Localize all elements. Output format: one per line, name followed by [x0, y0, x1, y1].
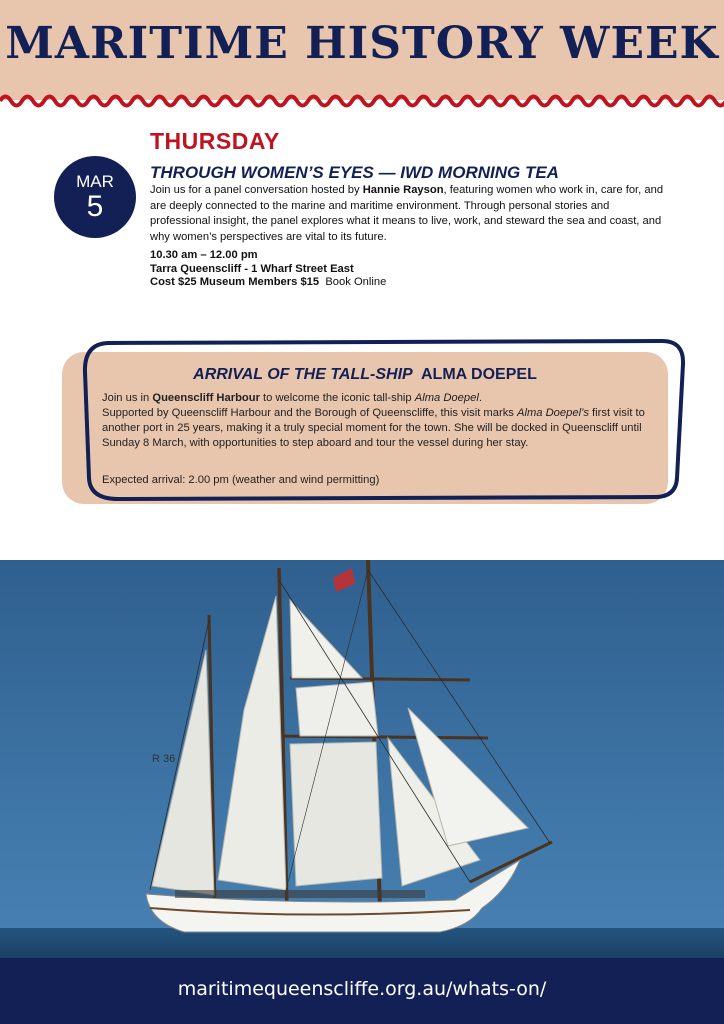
feature-ship-name: ALMA DOEPEL	[420, 366, 537, 383]
date-month: MAR	[76, 172, 114, 191]
event-cost: Cost $25 Museum Members $15	[150, 276, 320, 288]
event-title: THROUGH WOMEN’S EYES — IWD MORNING TEA	[150, 163, 559, 182]
feature-description	[102, 391, 662, 451]
event-time: 10.30 am – 12.00 pm	[150, 249, 258, 261]
page-title: MARITIME HISTORY WEEK	[5, 18, 719, 69]
feature-text: Join us in	[102, 392, 153, 404]
book-online-link[interactable]: Book Online	[325, 276, 387, 288]
date-day: 5	[86, 190, 104, 223]
feature-text: to welcome the iconic tall-ship	[259, 392, 415, 404]
feature-title	[70, 366, 660, 384]
event-desc-text-end: , featuring women who work in, care for, and are deeply connected to the marine and maritime environment. Through personal stories and professional insight, the panel explores what it means to live, work, and steward the sea and coast, and why women’s perspectives are vital to its future.	[150, 184, 664, 243]
tall-ship-photo	[0, 560, 724, 960]
feature-text: .	[478, 392, 482, 404]
feature-text: Supported by Queenscliff Harbour and the Borough of Queenscliffe, this visit marks	[102, 407, 517, 419]
hull-mark: R 36	[152, 753, 176, 765]
footer	[0, 958, 724, 1024]
feature-ship: Alma Doepel’s	[517, 407, 589, 419]
event-venue: Tarra Queenscliff - 1 Wharf Street East	[150, 262, 354, 275]
website-link[interactable]: maritimequeenscliffe.org.au/whats-on/	[177, 978, 547, 1000]
feature-title-italic: ARRIVAL OF THE TALL-SHIP	[193, 366, 413, 383]
feature-place: Queenscliff Harbour	[152, 392, 260, 404]
event-host: Hannie Rayson	[362, 184, 444, 196]
day-heading: THURSDAY	[150, 128, 280, 154]
feature-arrival: Expected arrival: 2.00 pm (weather and wind permitting)	[102, 474, 380, 486]
feature-text: first visit to another port in 25 years, making it a truly special moment for the town. She will be docked in Queenscliff until Sunday 8 March, with opportunities to step aboard and tour the vessel during her stay.	[102, 407, 645, 449]
event-desc-text: Join us for a panel conversation hosted by	[150, 184, 363, 196]
feature-ship: Alma Doepel	[414, 392, 479, 404]
